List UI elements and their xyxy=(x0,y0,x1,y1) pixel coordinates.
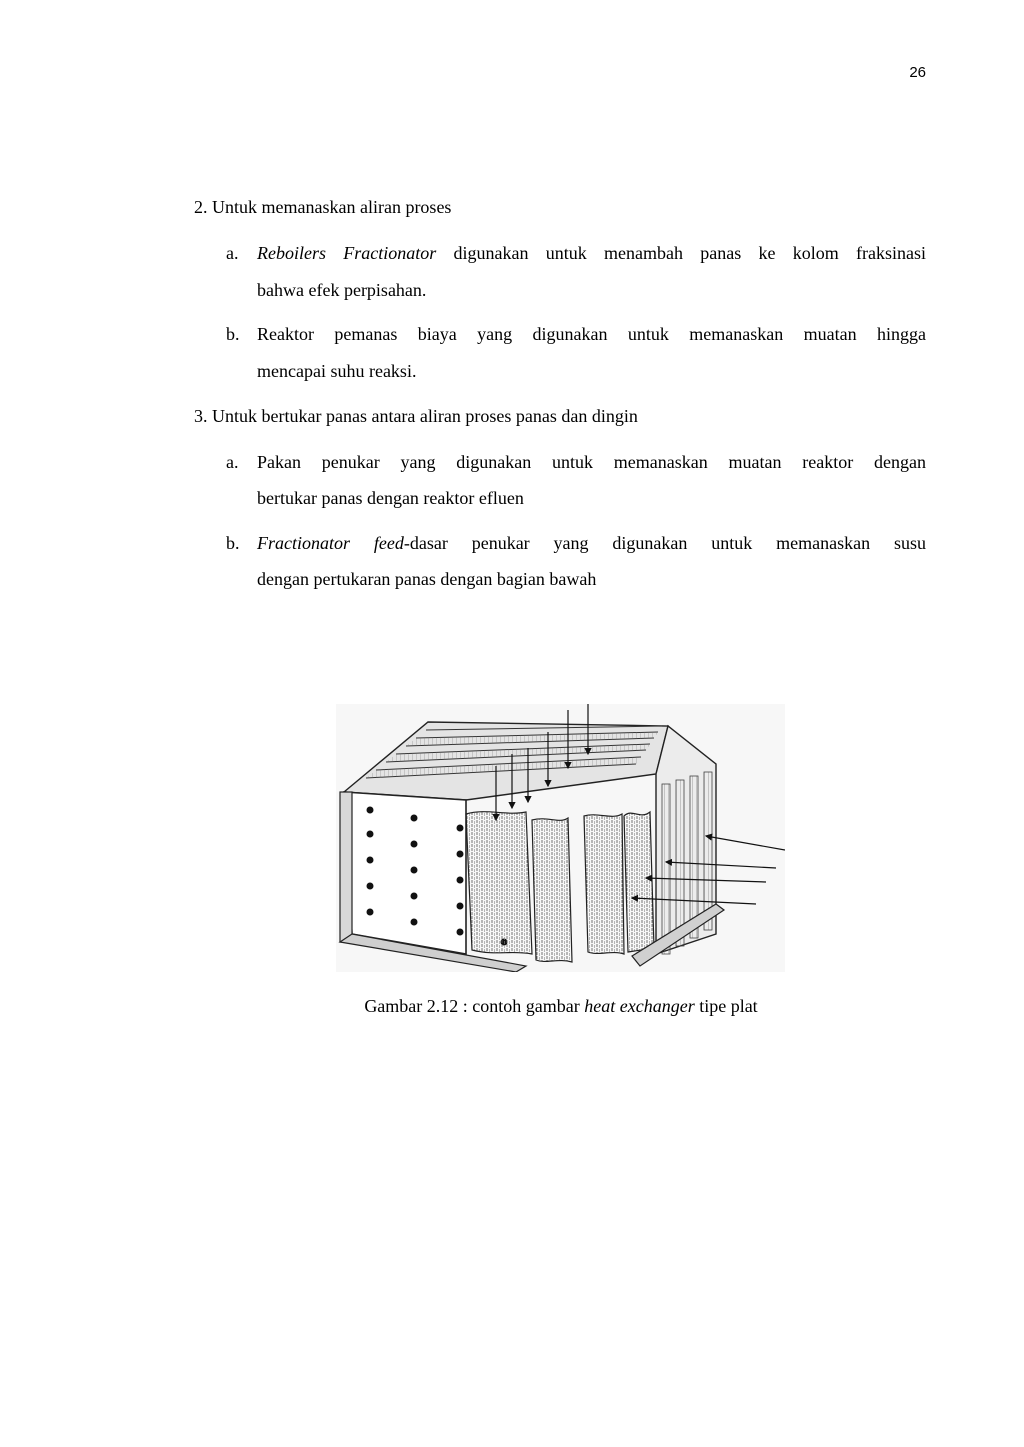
section-2-item-a-label: a. xyxy=(226,243,239,263)
section-2-item-a-line-1 xyxy=(257,242,926,264)
section-3-item-b-line-1-rest: -dasar penukar yang digunakan untuk memanaskan susu xyxy=(403,533,926,553)
section-2-item-a-line-2: bahwa efek perpisahan. xyxy=(257,280,427,300)
section-2-heading: 2. Untuk memanaskan aliran proses xyxy=(194,197,452,217)
figure-caption xyxy=(0,995,1024,1017)
section-2-item-a-line-1-rest: digunakan untuk menambah panas ke kolom fraksinasi xyxy=(436,243,926,263)
plate-heat-exchanger-figure xyxy=(336,704,785,972)
section-3-item-a-label: a. xyxy=(226,452,239,472)
section-2-item-b-line-1: Reaktor pemanas biaya yang digunakan untuk memanaskan muatan hingga xyxy=(257,324,926,344)
plate-heat-exchanger-illustration xyxy=(336,704,785,972)
fractionator-feed-term: Fractionator feed xyxy=(257,533,404,553)
section-3-item-b-line-1 xyxy=(257,532,926,554)
caption-italic-term: heat exchanger xyxy=(584,996,695,1016)
section-2-item-b-label: b. xyxy=(226,324,240,344)
section-3-item-a-line-2: bertukar panas dengan reaktor efluen xyxy=(257,488,524,508)
section-3-item-a-line-1: Pakan penukar yang digunakan untuk memanaskan muatan reaktor dengan xyxy=(257,452,926,472)
page-number: 26 xyxy=(909,64,926,81)
caption-suffix: tipe plat xyxy=(694,996,758,1016)
reboilers-fractionator-term: Reboilers Fractionator xyxy=(257,243,437,263)
section-3-heading: 3. Untuk bertukar panas antara aliran proses panas dan dingin xyxy=(194,406,638,426)
section-3-item-b-label: b. xyxy=(226,533,240,553)
section-2-item-b-line-2: mencapai suhu reaksi. xyxy=(257,361,417,381)
section-3-item-b-line-2: dengan pertukaran panas dengan bagian bawah xyxy=(257,569,597,589)
caption-prefix: Gambar 2.12 : contoh gambar xyxy=(364,996,585,1016)
